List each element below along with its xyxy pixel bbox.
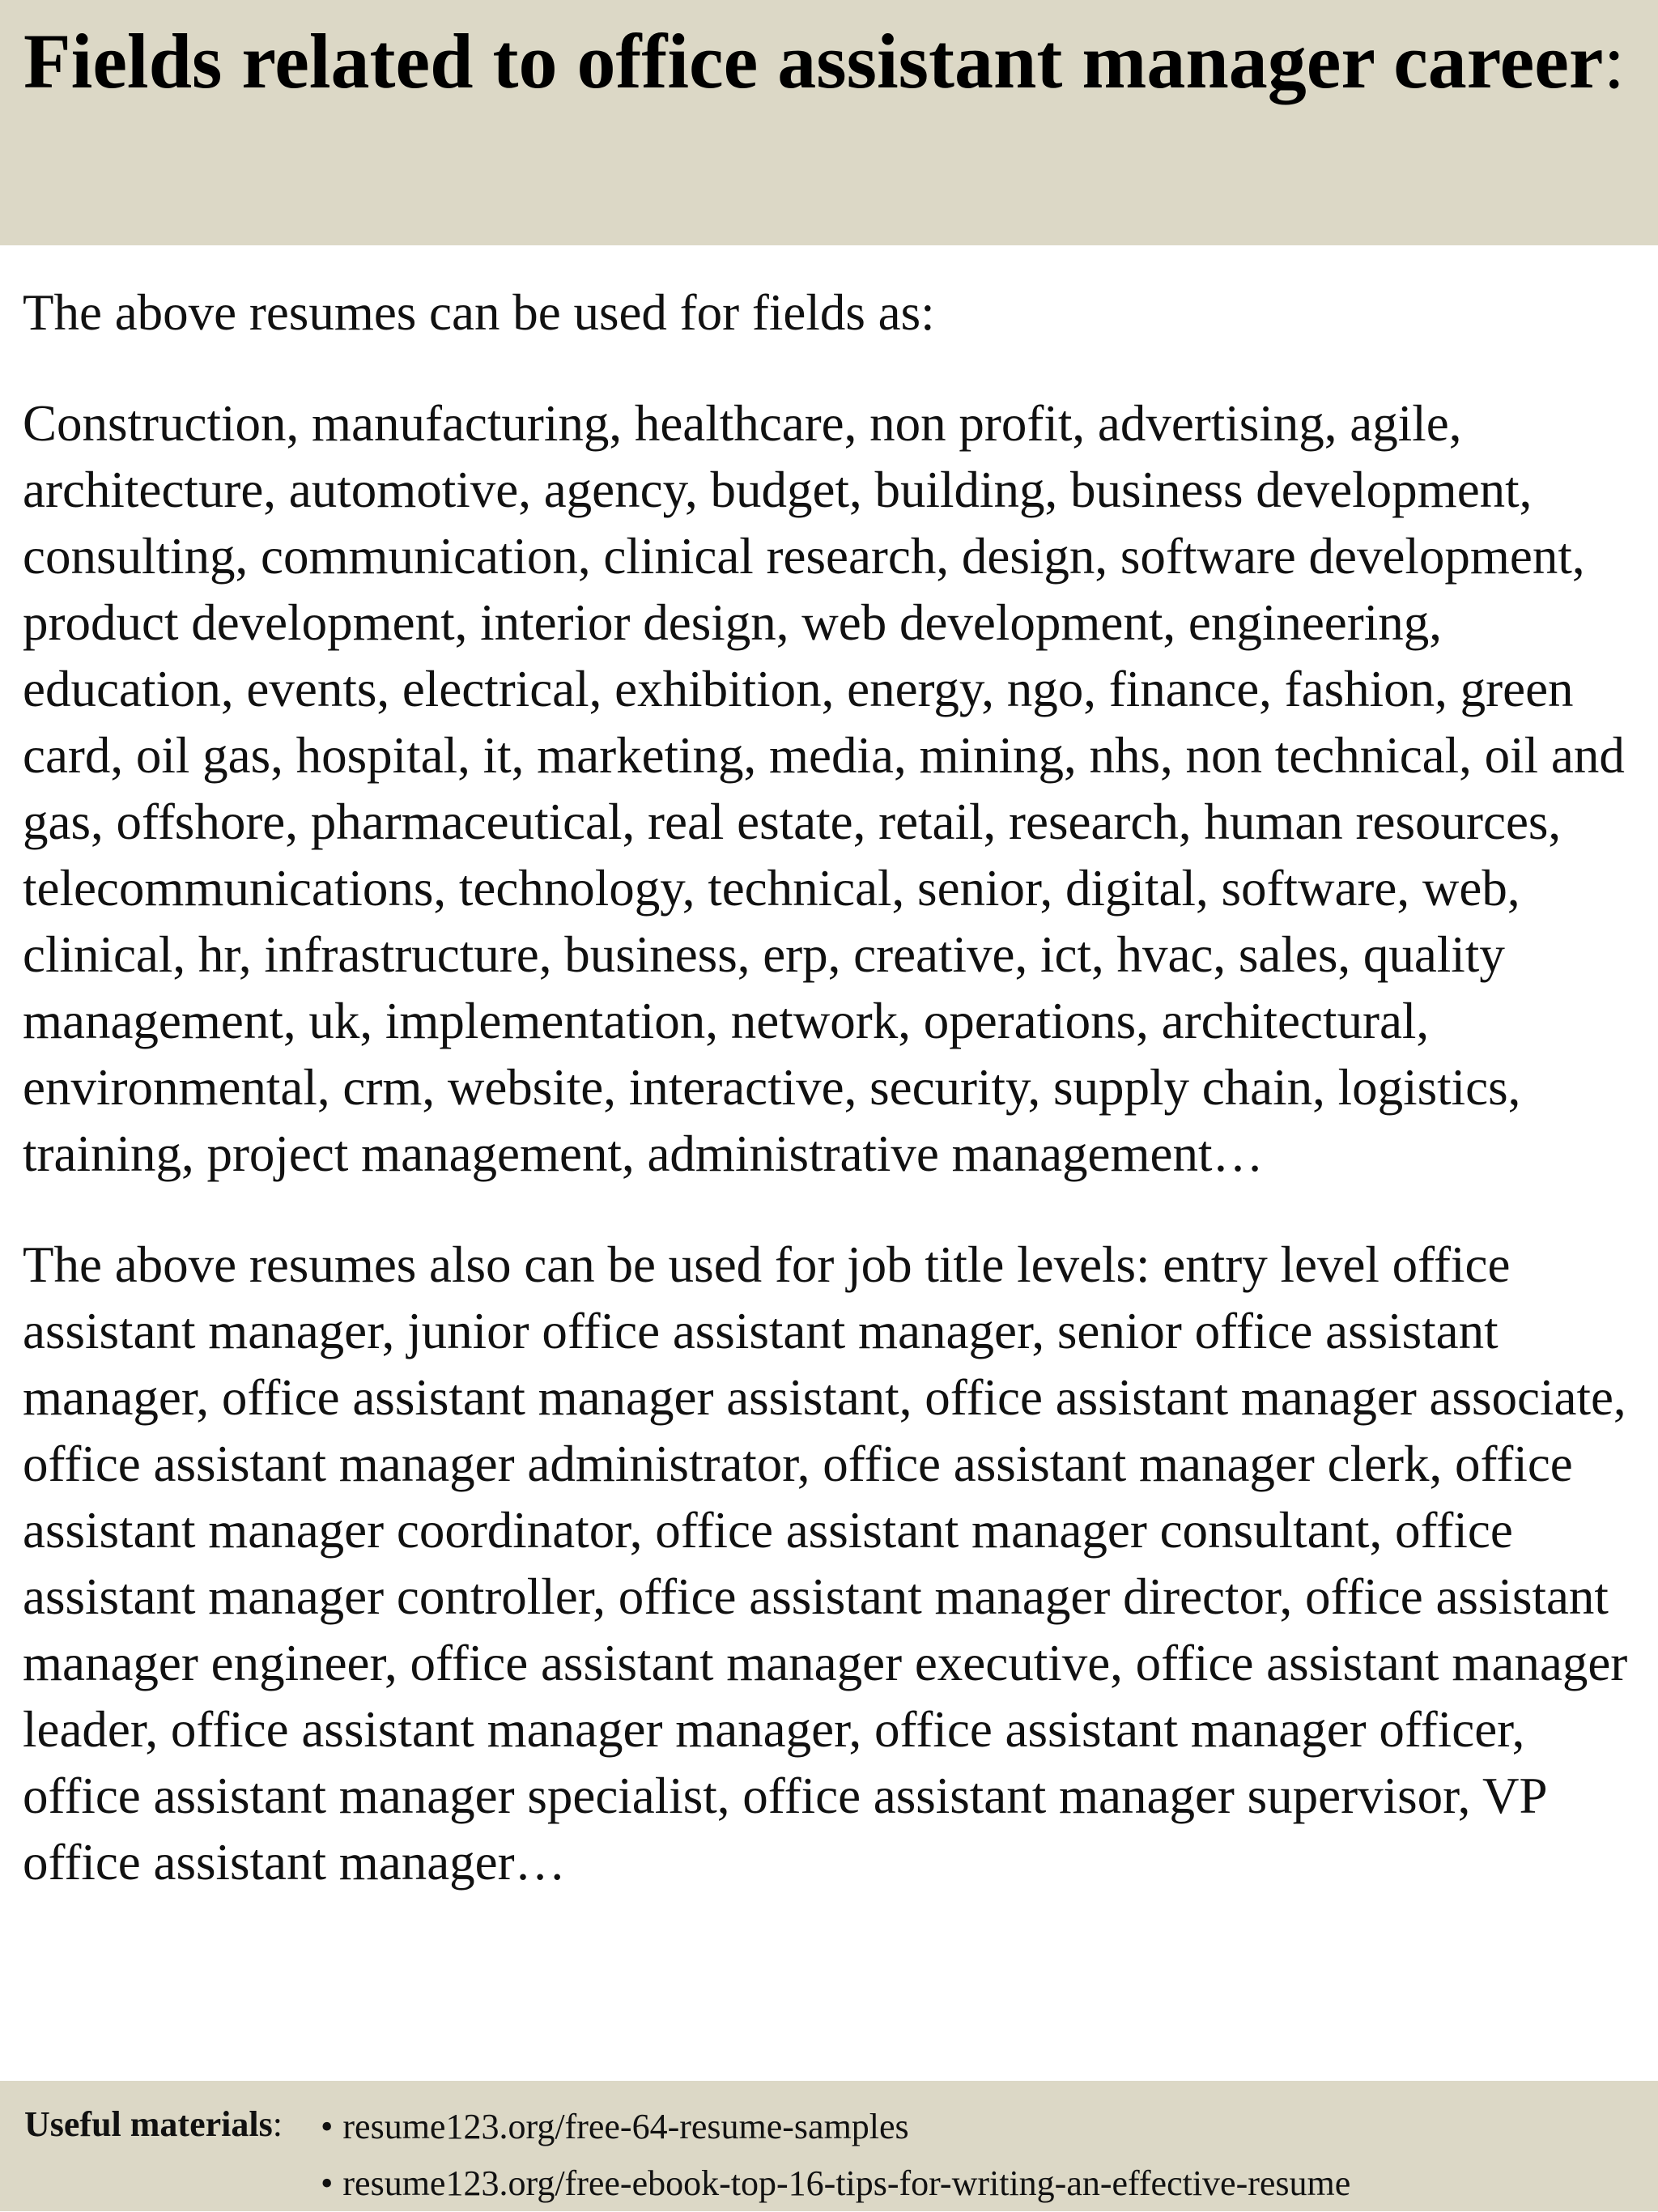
bullet-icon: • — [321, 2107, 334, 2146]
useful-materials-label-text: Useful materials — [24, 2104, 273, 2144]
resume-samples-link[interactable]: resume123.org/free-64-resume-samples — [342, 2107, 909, 2146]
footer-band — [0, 2081, 1658, 2211]
page-title-text: Fields related to office assistant manager career — [23, 18, 1604, 104]
resume-tips-ebook-link[interactable]: resume123.org/free-ebook-top-16-tips-for-writing-an-effective-resume — [342, 2163, 1351, 2203]
job-title-levels: The above resumes also can be used for job title levels: entry level office assistant manager, junior office assistant manager, senior office assistant manager, office assistant manager assistant, office assistant manager associate, office assistant manager administrator, office assistant manager clerk, office assistant manager coordinator, office assistant manager consultant, office assistant manager controller, office assistant manager director, office assistant manager engineer, office assistant manager executive, office assistant manager leader, office assistant manager manager, office assistant manager officer, office assistant manager specialist, office assistant manager supervisor, VP office assistant manager… — [23, 1236, 1628, 1891]
fields-intro: The above resumes can be used for fields as: — [23, 284, 935, 341]
main-content — [23, 279, 1642, 1895]
list-item — [321, 2099, 1350, 2155]
header-band — [0, 0, 1658, 245]
list-item — [321, 2155, 1350, 2212]
page-title — [23, 18, 1635, 104]
useful-materials-list — [321, 2099, 1350, 2212]
fields-list: Construction, manufacturing, healthcare, non profit, advertising, agile, architecture, automotive, agency, budget, building, business development, consulting, communication, clinical research, design, software development, product development, interior design, web development, engineering, education, events, electrical, exhibition, energy, ngo, finance, fashion, green card, oil gas, hospital, it, marketing, media, mining, nhs, non technical, oil and gas, offshore, pharmaceutical, real estate, retail, research, human resources, telecommunications, technology, technical, senior, digital, software, web, clinical, hr, infrastructure, business, erp, creative, ict, hvac, sales, quality management, uk, implementation, network, operations, architectural, environmental, crm, website, interactive, security, supply chain, logistics, training, project management, administrative management… — [23, 395, 1625, 1182]
useful-materials-label — [24, 2099, 283, 2150]
useful-materials-colon: : — [272, 2104, 283, 2144]
bullet-icon: • — [321, 2163, 334, 2203]
page-title-colon: : — [1603, 18, 1626, 104]
